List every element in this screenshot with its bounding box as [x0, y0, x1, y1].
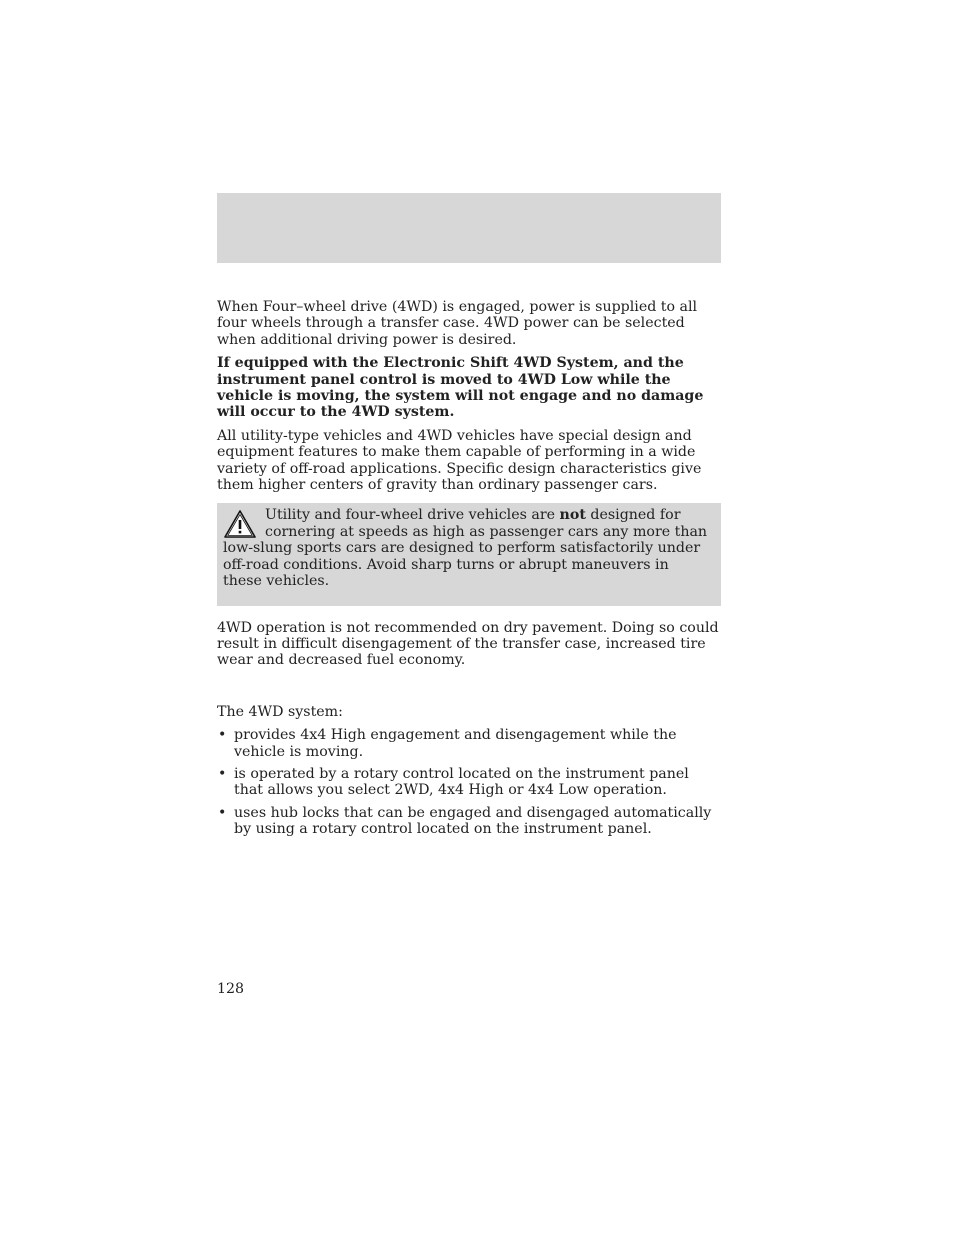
- warning-text: [223, 507, 711, 589]
- list-item-text: uses hub locks that can be engaged and disengaged automatically by using a rotary control located on the instrument panel.: [234, 804, 712, 838]
- section-header-band: [217, 193, 721, 263]
- electronic-shift-note: If equipped with the Electronic Shift 4WD System, and the instrument panel control is moved to 4WD Low while the vehicle is moving, the system will not engage and no damage will occur to the 4WD system.: [217, 355, 704, 421]
- list-item: [217, 727, 721, 760]
- utility-vehicles-paragraph: All utility-type vehicles and 4WD vehicles have special design and equipment features to make them capable of performing in a wide variety of off-road applications. Specific design characteristics give them higher centers of gravity than ordinary passenger cars.: [217, 427, 702, 494]
- list-item-text: is operated by a rotary control located on the instrument panel that allows you select 2WD, 4x4 High or 4x4 Low operation.: [234, 765, 689, 799]
- warning-text-after: designed for cornering at speeds as high as passenger cars any more than low-slung sports cars are designed to perform satisfactorily under off-road conditions. Avoid sharp turns or abrupt maneuvers in these vehicles.: [223, 507, 708, 590]
- section-spacer: [217, 676, 721, 704]
- page-number: 128: [217, 981, 245, 997]
- list-item: [217, 805, 721, 838]
- warning-text-before: Utility and four-wheel drive vehicles are: [265, 507, 560, 524]
- warning-box: [217, 503, 721, 605]
- system-lead: The 4WD system:: [217, 703, 343, 720]
- warning-text-emphasis: not: [559, 507, 586, 524]
- bullet-icon: •: [218, 765, 227, 782]
- page-content: [217, 299, 721, 844]
- dry-pavement-paragraph: 4WD operation is not recommended on dry pavement. Doing so could result in difficult disengagement of the transfer case, increased tire wear and decreased fuel economy.: [217, 619, 719, 669]
- warning-triangle-icon: [223, 509, 257, 539]
- intro-paragraph: When Four–wheel drive (4WD) is engaged, power is supplied to all four wheels through a transfer case. 4WD power can be selected when additional driving power is desired.: [217, 299, 698, 348]
- bullet-icon: •: [218, 727, 227, 744]
- list-item-text: provides 4x4 High engagement and disengagement while the vehicle is moving.: [234, 727, 677, 760]
- bullet-icon: •: [218, 804, 227, 821]
- system-feature-list: [217, 727, 721, 837]
- list-item: [217, 766, 721, 799]
